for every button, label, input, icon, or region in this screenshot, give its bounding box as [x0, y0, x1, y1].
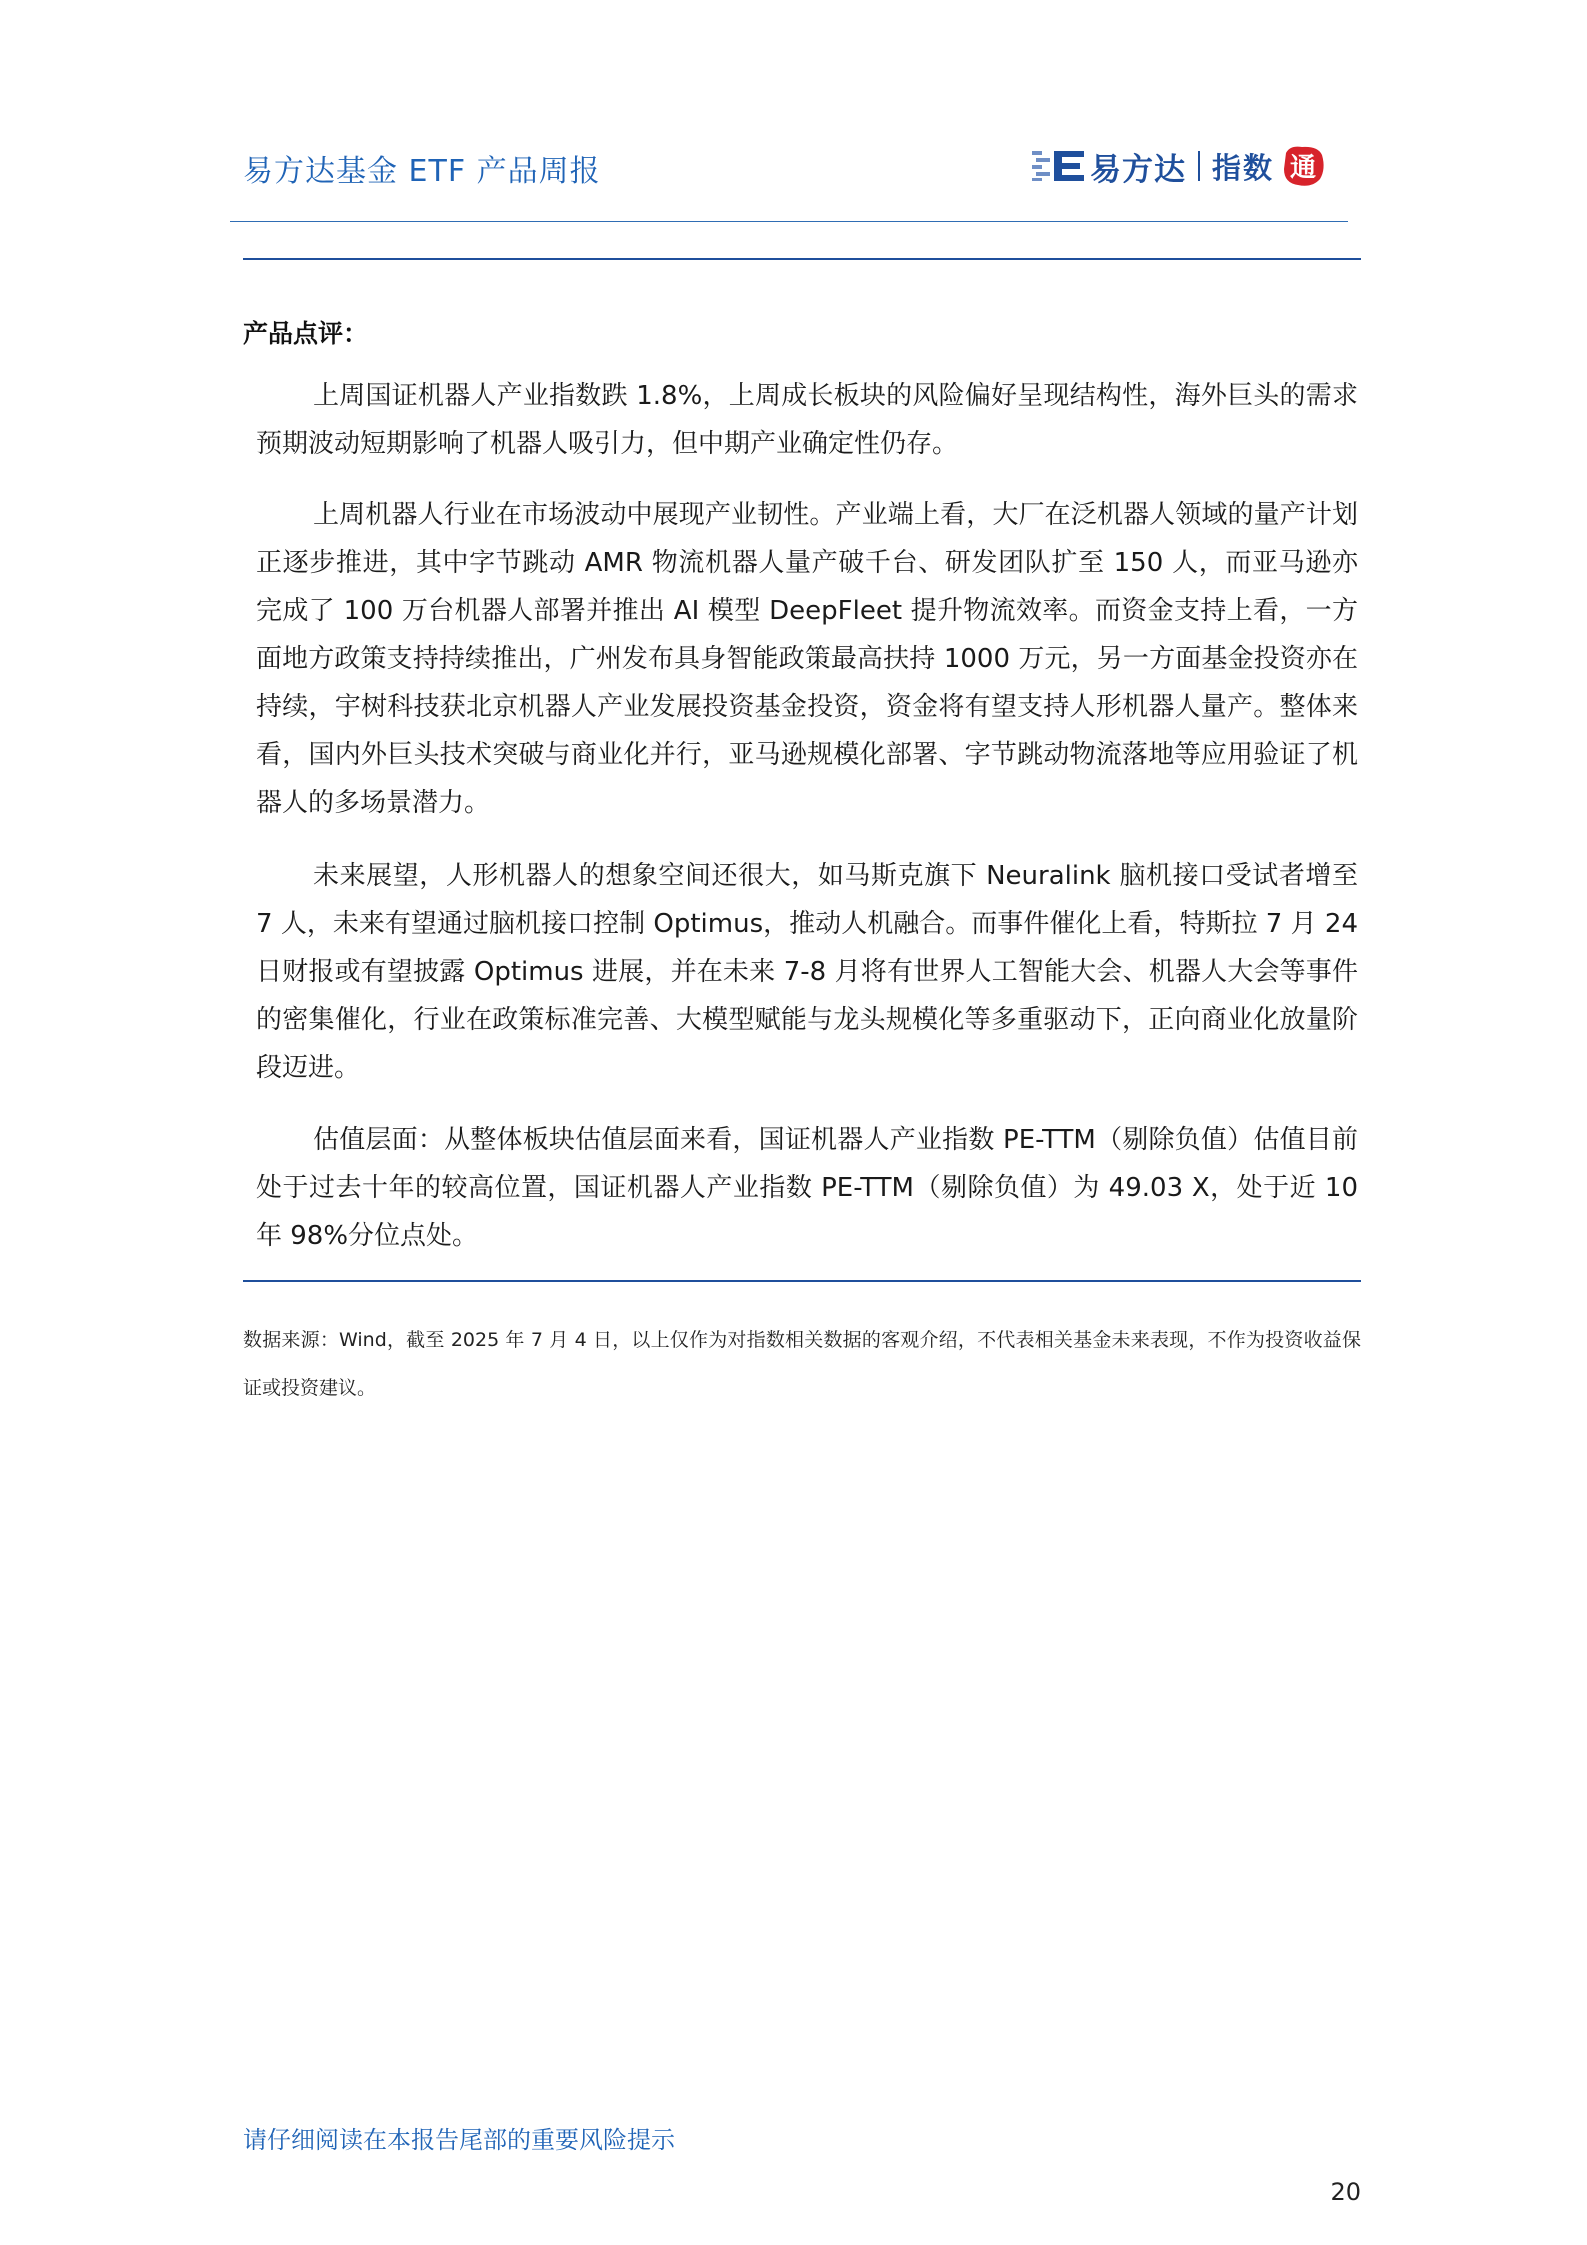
- section-heading: 产品点评：: [243, 319, 369, 348]
- logo-brand-text: 易方达: [1090, 151, 1186, 188]
- data-source-note: 数据来源：Wind，截至 2025 年 7 月 4 日，以上仅作为对指数相关数据的客观介绍，不代表相关基金未来表现，不作为投资收益保证或投资建议。: [243, 1329, 1361, 1399]
- content-top-rule: [243, 258, 1361, 260]
- seal-char: 通: [1290, 153, 1317, 183]
- efund-logo: [1032, 138, 1326, 194]
- content-bottom-rule: [243, 1280, 1361, 1282]
- logo-sub-text: 指数: [1212, 150, 1275, 185]
- paragraph: 上周机器人行业在市场波动中展现产业韧性。产业端上看，大厂在泛机器人领域的量产计划正逐步推进，其中字节跳动 AMR 物流机器人量产破千台、研发团队扩至 150 人，而亚马逊亦完成了 100 万台机器人部署并推出 AI 模型 DeepFleet 提升物流效率。而资金支持上看，一方面地方政策支持持续推出，广州发布具身智能政策最高扶持 1000 万元，另一方面基金投资亦在持续，宇树科技获北京机器人产业发展投资基金投资，资金将有望支持人形机器人量产。整体来看，国内外巨头技术突破与商业化并行，亚马逊规模化部署、字节跳动物流落地等应用验证了机器人的多场景潜力。: [256, 500, 1358, 818]
- report-title: 易方达基金 ETF 产品周报: [243, 154, 601, 189]
- seal-icon: [1280, 143, 1326, 189]
- page-number: 20: [1330, 2178, 1361, 2206]
- logo-divider: [1198, 151, 1200, 181]
- efund-logo-icon: [1032, 149, 1084, 183]
- paragraph: 估值层面：从整体板块估值层面来看，国证机器人产业指数 PE-TTM（剔除负值）估值目前处于过去十年的较高位置，国证机器人产业指数 PE-TTM（剔除负值）为 49.03 X，处于近 10 年 98%分位点处。: [256, 1125, 1358, 1251]
- paragraph: 上周国证机器人产业指数跌 1.8%，上周成长板块的风险偏好呈现结构性，海外巨头的需求预期波动短期影响了机器人吸引力，但中期产业确定性仍存。: [256, 381, 1358, 459]
- header-rule: [230, 221, 1348, 222]
- risk-warning-footer: 请仔细阅读在本报告尾部的重要风险提示: [243, 2126, 675, 2154]
- paragraph: 未来展望，人形机器人的想象空间还很大，如马斯克旗下 Neuralink 脑机接口受试者增至 7 人，未来有望通过脑机接口控制 Optimus，推动人机融合。而事件催化上看，特斯拉 7 月 24 日财报或有望披露 Optimus 进展，并在未来 7-8 月将有世界人工智能大会、机器人大会等事件的密集催化，行业在政策标准完善、大模型赋能与龙头规模化等多重驱动下，正向商业化放量阶段迈进。: [256, 861, 1358, 1083]
